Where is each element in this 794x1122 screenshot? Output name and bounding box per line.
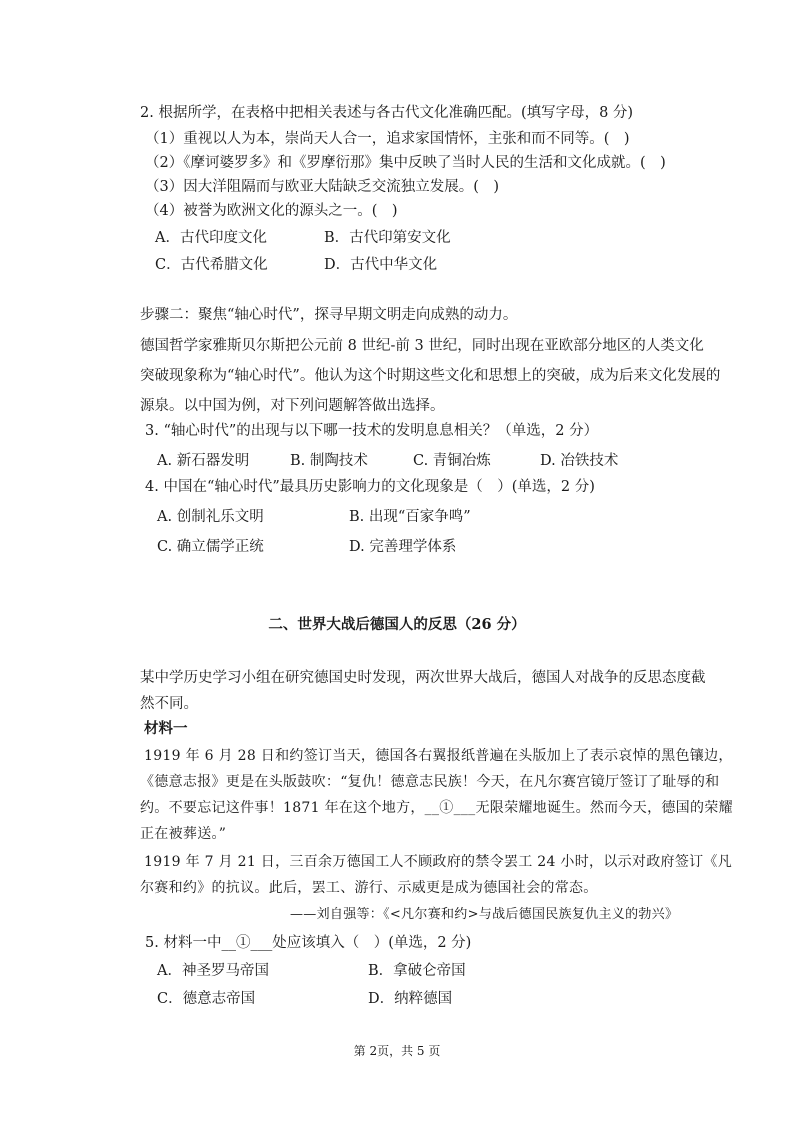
step2-paragraph-line-2: 突破现象称为“轴心时代”。他认为这个时期这些文化和思想上的突破，成为后来文化发展的 [140,368,721,384]
page-number: 第 2页，共 5 页 [353,1044,441,1058]
q4-option-c: C. 确立儒学正统 [157,539,264,555]
q2-option-d: D．古代中华文化 [324,257,438,273]
step2-paragraph-line-1: 德国哲学家雅斯贝尔斯把公元前 8 世纪-前 3 世纪，同时出现在亚欧部分地区的人类文化 [140,338,704,354]
material-line-6: 尔赛和约》的抗议。此后，罢工、游行、示威更是成为德国社会的常态。 [140,880,598,896]
q5-option-d: D．纳粹德国 [368,991,453,1007]
material-line-2: 《德意志报》更是在头版鼓吹：“复仇！德意志民族！今天，在凡尔赛宫镜厅签订了耻辱的和 [140,774,720,790]
material-label: 材料一 [144,720,188,737]
step2-heading: 步骤二：聚焦“轴心时代”，探寻早期文明走向成熟的动力。 [140,307,518,323]
q4-option-d: D. 完善理学体系 [349,539,457,555]
material-source: ——刘自强等：《<凡尔赛和约>与战后德国民族复仇主义的勃兴》 [290,907,679,922]
section-intro-line-1: 某中学历史学习小组在研究德国史时发现，两次世界大战后，德国人对战争的反思态度截 [140,670,706,686]
step2-paragraph-line-3: 源泉。以中国为例，对下列问题解答做出选择。 [140,398,445,414]
material-line-5: 1919 年 7 月 21 日，三百余万德国工人不顾政府的禁令罢工 24 小时，以示对政府签订《凡 [144,854,733,870]
q2-item-2: （2）《摩诃婆罗多》和《罗摩衍那》集中反映了当时人民的生活和文化成就。( ) [145,155,666,171]
section-intro-line-2: 然不同。 [140,696,198,712]
q4-option-a: A. 创制礼乐文明 [157,509,264,525]
q5-option-c: C．德意志帝国 [157,991,256,1007]
q2-option-b: B．古代印第安文化 [324,230,451,246]
q2-option-c: C．古代希腊文化 [155,257,268,273]
q3-option-b: B. 制陶技术 [290,453,368,469]
q3-stem: 3. “轴心时代”的出现与以下哪一技术的发明息息相关？（单选，2 分） [145,423,599,439]
q5-stem: 5. 材料一中__①___处应该填入（ ）(单选，2 分) [145,935,472,951]
q5-option-a: A．神圣罗马帝国 [157,963,269,979]
material-line-3: 约。不要忘记这件事！1871 年在这个地方，__①___无限荣耀地诞生。然而今天，德国的荣耀 [140,800,733,816]
section-title: 二、世界大战后德国人的反思（26 分） [268,616,526,633]
q5-option-b: B．拿破仑帝国 [368,963,466,979]
q3-option-c: C. 青铜冶炼 [413,453,491,469]
material-line-1: 1919 年 6 月 28 日和约签订当天，德国各右翼报纸普遍在头版加上了表示哀悼的黑色镶边， [144,748,733,764]
q4-stem: 4. 中国在“轴心时代”最具历史影响力的文化现象是（ ）(单选，2 分) [145,479,595,495]
q3-option-a: A. 新石器发明 [157,453,250,469]
q2-item-1: （1）重视以人为本，崇尚天人合一，追求家国情怀，主张和而不同等。( ) [145,131,630,147]
q2-item-3: （3）因大洋阻隔而与欧亚大陆缺乏交流独立发展。( ) [145,179,500,195]
q4-option-b: B. 出现“百家争鸣” [349,509,471,525]
q2-stem: 2. 根据所学，在表格中把相关表述与各古代文化准确匹配。(填写字母，8 分) [140,105,634,121]
material-line-4: 正在被葬送。” [140,826,227,842]
q2-option-a: A．古代印度文化 [155,230,267,246]
q2-item-4: （4）被誉为欧洲文化的源头之一。( ) [145,203,398,219]
q3-option-d: D. 冶铁技术 [540,453,619,469]
